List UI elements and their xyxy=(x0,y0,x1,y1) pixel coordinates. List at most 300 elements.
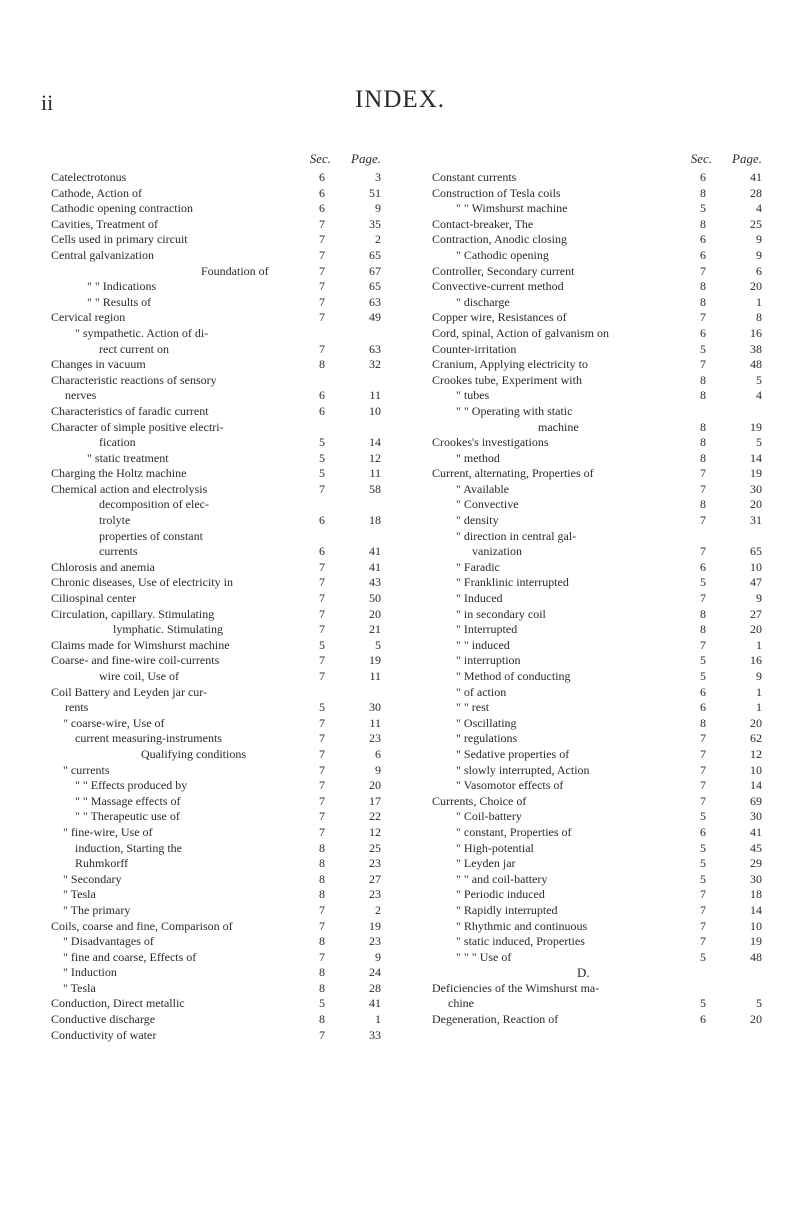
entry-page: 47 xyxy=(750,575,762,590)
entry-section: 8 xyxy=(319,934,325,949)
index-entry xyxy=(51,451,381,467)
entry-section: 7 xyxy=(319,247,325,262)
entry-page: 30 xyxy=(369,700,381,715)
entry-text: lymphatic. Stimulating xyxy=(113,622,223,637)
entry-section: 8 xyxy=(700,497,706,512)
index-entry xyxy=(51,310,381,326)
entry-text: " Tesla xyxy=(63,980,96,995)
entry-page: 62 xyxy=(750,731,762,746)
entry-section: 7 xyxy=(700,746,706,761)
section-header: Sec. xyxy=(690,151,712,166)
entry-section: 5 xyxy=(700,949,706,964)
entry-section: 7 xyxy=(319,341,325,356)
entry-section: 7 xyxy=(319,559,325,574)
entry-page: 32 xyxy=(369,357,381,372)
entry-section: 7 xyxy=(319,762,325,777)
entry-text: " discharge xyxy=(456,294,510,309)
entry-text: " " induced xyxy=(456,637,510,652)
entry-section: 8 xyxy=(319,871,325,886)
index-entry xyxy=(51,934,381,950)
entry-section: 5 xyxy=(700,871,706,886)
entry-text: " static treatment xyxy=(87,450,169,465)
entry-page: 63 xyxy=(369,341,381,356)
entry-text: Cavities, Treatment of xyxy=(51,216,158,231)
entry-text: nerves xyxy=(65,388,97,403)
index-entry xyxy=(432,809,762,825)
entry-page: 20 xyxy=(369,606,381,621)
entry-page: 12 xyxy=(369,450,381,465)
entry-page: 20 xyxy=(369,778,381,793)
index-entry xyxy=(432,232,762,248)
entry-text: " tubes xyxy=(456,388,490,403)
entry-section: 8 xyxy=(700,450,706,465)
entry-text: " Franklinic interrupted xyxy=(456,575,569,590)
index-entry xyxy=(51,903,381,919)
entry-page: 24 xyxy=(369,965,381,980)
entry-section: 8 xyxy=(700,622,706,637)
entry-section: 7 xyxy=(319,669,325,683)
entry-page: 9 xyxy=(756,591,762,606)
entry-page: 43 xyxy=(369,575,381,590)
entry-text: " Leyden jar xyxy=(456,856,516,871)
entry-text: " High-potential xyxy=(456,840,534,855)
entry-text: " Secondary xyxy=(63,871,122,886)
entry-text: " Rapidly interrupted xyxy=(456,902,558,917)
index-entry xyxy=(51,1012,381,1028)
index-entry xyxy=(51,232,381,248)
entry-text: Cathode, Action of xyxy=(51,185,142,200)
index-entry xyxy=(432,622,762,638)
entry-section: 5 xyxy=(700,341,706,356)
entry-page: 28 xyxy=(750,185,762,200)
entry-text: Chronic diseases, Use of electricity in xyxy=(51,575,233,590)
entry-section: 6 xyxy=(319,388,325,403)
entry-text: Coarse- and fine-wire coil-currents xyxy=(51,653,220,668)
index-entry xyxy=(432,950,762,966)
entry-section: 7 xyxy=(319,263,325,278)
entry-section: 7 xyxy=(319,746,325,761)
entry-text: Contraction, Anodic closing xyxy=(432,232,567,247)
entry-text: " Convective xyxy=(456,497,519,512)
entry-text: " " " Use of xyxy=(456,949,512,964)
index-entry xyxy=(51,248,381,264)
index-entry xyxy=(432,186,762,202)
index-entry xyxy=(51,794,381,810)
index-entry xyxy=(51,170,381,186)
index-entry xyxy=(51,981,381,997)
entry-section: 7 xyxy=(700,466,706,481)
entry-text: " Faradic xyxy=(456,559,500,574)
index-entry xyxy=(432,201,762,217)
entry-text: current measuring-instruments xyxy=(75,731,222,746)
entry-page: 20 xyxy=(750,279,762,294)
entry-text: " slowly interrupted, Action xyxy=(456,762,590,777)
entry-text: Deficiencies of the Wimshurst ma- xyxy=(432,980,600,995)
index-entry xyxy=(432,887,762,903)
index-entry xyxy=(51,763,381,779)
index-entry xyxy=(432,669,762,685)
index-entry xyxy=(432,872,762,888)
entry-page: 41 xyxy=(369,559,381,574)
index-entry xyxy=(51,529,381,545)
index-entry xyxy=(51,420,381,436)
entry-text: " constant, Properties of xyxy=(456,824,572,839)
entry-text: rents xyxy=(65,700,89,715)
index-entry xyxy=(51,872,381,888)
entry-text: " " Therapeutic use of xyxy=(75,809,180,824)
index-entry xyxy=(432,388,762,404)
entry-text: Character of simple positive electri- xyxy=(51,419,224,434)
entry-page: 14 xyxy=(750,450,762,465)
entry-page: 23 xyxy=(369,731,381,746)
entry-page: 19 xyxy=(750,466,762,481)
entry-page: 51 xyxy=(369,185,381,200)
entry-section: 7 xyxy=(319,793,325,808)
entry-text: " Vasomotor effects of xyxy=(456,778,564,793)
entry-text: " coarse-wire, Use of xyxy=(63,715,165,730)
entry-text: " " rest xyxy=(456,700,490,715)
entry-page: 6 xyxy=(756,263,762,278)
entry-section: 6 xyxy=(319,544,325,559)
entry-section: 8 xyxy=(700,388,706,403)
entry-text: " Coil-battery xyxy=(456,809,522,824)
index-entry xyxy=(432,373,762,389)
entry-section: 7 xyxy=(700,637,706,652)
entry-section: 8 xyxy=(319,1012,325,1027)
index-entry xyxy=(51,513,381,529)
entry-page: 22 xyxy=(369,809,381,824)
index-entry xyxy=(432,763,762,779)
entry-page: 4 xyxy=(756,201,762,216)
index-entry xyxy=(432,794,762,810)
entry-page: 48 xyxy=(750,949,762,964)
index-entry xyxy=(51,841,381,857)
entry-page: 11 xyxy=(369,466,381,481)
entry-page: 19 xyxy=(750,934,762,949)
entry-section: 7 xyxy=(700,731,706,746)
entry-text: Foundation of xyxy=(201,263,269,278)
index-entry xyxy=(51,342,381,358)
entry-section: 8 xyxy=(700,606,706,621)
index-entry xyxy=(51,607,381,623)
entry-page: 27 xyxy=(369,871,381,886)
entry-text: " static induced, Properties xyxy=(456,934,585,949)
index-entry xyxy=(432,466,762,482)
entry-section: 5 xyxy=(319,700,325,715)
index-entry xyxy=(51,825,381,841)
entry-page: 10 xyxy=(750,559,762,574)
entry-section: 5 xyxy=(319,435,325,450)
entry-page: 21 xyxy=(369,622,381,637)
index-entry xyxy=(432,919,762,935)
entry-page: 20 xyxy=(750,1012,762,1027)
entry-text: Central galvanization xyxy=(51,247,154,262)
entry-section: 7 xyxy=(319,715,325,730)
entry-text: vanization xyxy=(472,544,522,559)
index-entry xyxy=(432,248,762,264)
index-entry xyxy=(432,310,762,326)
entry-text: " fine and coarse, Effects of xyxy=(63,949,197,964)
index-entry xyxy=(432,451,762,467)
entry-section: 5 xyxy=(700,669,706,683)
entry-section: 6 xyxy=(319,170,325,184)
entry-page: 10 xyxy=(750,918,762,933)
entry-text: Chlorosis and anemia xyxy=(51,559,155,574)
index-entry xyxy=(432,420,762,436)
index-entry xyxy=(51,373,381,389)
index-entry xyxy=(51,716,381,732)
entry-page: 2 xyxy=(375,232,381,247)
entry-page: 2 xyxy=(375,902,381,917)
entry-text: " density xyxy=(456,513,499,528)
entry-section: 7 xyxy=(319,294,325,309)
entry-page: 30 xyxy=(750,809,762,824)
entry-page: 5 xyxy=(756,435,762,450)
entry-page: 1 xyxy=(375,1012,381,1027)
entry-page: 25 xyxy=(750,216,762,231)
entry-page: 5 xyxy=(756,996,762,1011)
entry-section: 8 xyxy=(700,216,706,231)
entry-text: Charging the Holtz machine xyxy=(51,466,187,481)
entry-section: 7 xyxy=(319,949,325,964)
index-entry xyxy=(432,575,762,591)
entry-page: 17 xyxy=(369,793,381,808)
entry-page: 11 xyxy=(369,388,381,403)
entry-section: 6 xyxy=(700,1012,706,1027)
index-entry xyxy=(51,217,381,233)
entry-text: " Induction xyxy=(63,965,117,980)
entry-text: " " Operating with static xyxy=(456,403,573,418)
index-entry xyxy=(51,622,381,638)
entry-page: 1 xyxy=(756,700,762,715)
entry-text: Catelectrotonus xyxy=(51,170,127,184)
index-entry xyxy=(432,435,762,451)
index-entry xyxy=(51,497,381,513)
entry-text: " direction in central gal- xyxy=(456,528,577,543)
entry-text: Coil Battery and Leyden jar cur- xyxy=(51,684,208,699)
index-entry xyxy=(432,825,762,841)
entry-page: 69 xyxy=(750,793,762,808)
entry-text: Changes in vacuum xyxy=(51,357,146,372)
index-entry xyxy=(432,279,762,295)
entry-text: Constant currents xyxy=(432,170,517,184)
entry-section: 6 xyxy=(700,247,706,262)
entry-section: 7 xyxy=(700,513,706,528)
entry-page: 19 xyxy=(750,419,762,434)
entry-text: D. xyxy=(577,965,590,981)
index-entry xyxy=(432,342,762,358)
index-entry xyxy=(432,482,762,498)
entry-page: 63 xyxy=(369,294,381,309)
page-number: ii xyxy=(41,90,54,115)
entry-page: 18 xyxy=(750,887,762,902)
entry-section: 7 xyxy=(319,1027,325,1042)
entry-page: 48 xyxy=(750,357,762,372)
entry-page: 10 xyxy=(369,403,381,418)
index-entry xyxy=(51,669,381,685)
entry-page: 20 xyxy=(750,497,762,512)
entry-page: 20 xyxy=(750,622,762,637)
index-entry xyxy=(51,887,381,903)
entry-page: 25 xyxy=(369,840,381,855)
entry-text: " " Massage effects of xyxy=(75,793,181,808)
section-header: Sec. xyxy=(309,151,331,166)
entry-section: 8 xyxy=(319,856,325,871)
entry-text: Cells used in primary circuit xyxy=(51,232,188,247)
section-letter xyxy=(432,965,762,981)
entry-section: 8 xyxy=(700,419,706,434)
entry-page: 9 xyxy=(756,232,762,247)
entry-text: Cord, spinal, Action of galvanism on xyxy=(432,325,609,340)
index-entry xyxy=(51,388,381,404)
index-entry xyxy=(51,560,381,576)
entry-page: 45 xyxy=(750,840,762,855)
entry-text: " Interrupted xyxy=(456,622,518,637)
index-entry xyxy=(432,217,762,233)
entry-section: 6 xyxy=(319,185,325,200)
entry-page: 10 xyxy=(750,762,762,777)
entry-section: 8 xyxy=(319,840,325,855)
entry-section: 8 xyxy=(319,357,325,372)
index-entry xyxy=(51,653,381,669)
index-entries-left xyxy=(51,170,381,1043)
entry-page: 1 xyxy=(756,637,762,652)
entry-page: 14 xyxy=(750,778,762,793)
entry-section: 7 xyxy=(319,575,325,590)
index-entry xyxy=(51,201,381,217)
entry-page: 41 xyxy=(750,170,762,184)
index-entry xyxy=(51,809,381,825)
entry-section: 6 xyxy=(319,513,325,528)
entry-text: Cervical region xyxy=(51,310,126,325)
entry-section: 8 xyxy=(700,435,706,450)
entry-text: Coils, coarse and fine, Comparison of xyxy=(51,918,233,933)
page-header: Page. xyxy=(732,151,762,166)
entry-page: 20 xyxy=(750,715,762,730)
page-title: INDEX. xyxy=(354,86,445,113)
entry-page: 9 xyxy=(375,949,381,964)
index-entry xyxy=(432,544,762,560)
entry-page: 11 xyxy=(369,715,381,730)
entry-text: " Disadvantages of xyxy=(63,934,154,949)
entry-text: " " Wimshurst machine xyxy=(456,201,568,216)
entry-section: 7 xyxy=(700,762,706,777)
entry-page: 19 xyxy=(369,653,381,668)
entry-text: " " Indications xyxy=(87,279,157,294)
entry-section: 6 xyxy=(700,170,706,184)
entry-text: " Sedative properties of xyxy=(456,746,570,761)
entry-section: 7 xyxy=(319,653,325,668)
entry-page: 1 xyxy=(756,684,762,699)
entry-page: 29 xyxy=(750,856,762,871)
entry-page: 28 xyxy=(369,980,381,995)
index-entry xyxy=(51,357,381,373)
index-entry xyxy=(51,731,381,747)
entry-section: 7 xyxy=(700,934,706,949)
entry-text: Copper wire, Resistances of xyxy=(432,310,567,325)
index-entry xyxy=(432,529,762,545)
index-entry xyxy=(51,1028,381,1044)
entry-section: 6 xyxy=(700,559,706,574)
entry-text: Controller, Secondary current xyxy=(432,263,575,278)
index-column-left xyxy=(51,151,381,1043)
index-entry xyxy=(51,404,381,420)
entry-text: " Oscillating xyxy=(456,715,517,730)
index-entry xyxy=(51,544,381,560)
entry-page: 14 xyxy=(369,435,381,450)
index-entry xyxy=(51,591,381,607)
entry-text: trolyte xyxy=(99,513,131,528)
entry-page: 33 xyxy=(369,1027,381,1042)
entry-section: 7 xyxy=(700,591,706,606)
entry-text: Construction of Tesla coils xyxy=(432,185,561,200)
entry-text: " Available xyxy=(456,481,509,496)
entry-section: 8 xyxy=(319,887,325,902)
entry-text: " Periodic induced xyxy=(456,887,545,902)
page-header: Page. xyxy=(351,151,381,166)
entry-page: 65 xyxy=(750,544,762,559)
index-entry xyxy=(432,607,762,623)
index-entry xyxy=(432,404,762,420)
entry-section: 8 xyxy=(700,294,706,309)
entry-page: 3 xyxy=(375,170,381,184)
entry-section: 5 xyxy=(319,996,325,1011)
entry-page: 16 xyxy=(750,653,762,668)
index-entry xyxy=(432,560,762,576)
entry-text: " The primary xyxy=(63,902,131,917)
entry-text: Characteristics of faradic current xyxy=(51,403,209,418)
index-entry xyxy=(432,638,762,654)
entry-page: 41 xyxy=(750,824,762,839)
index-entry xyxy=(432,747,762,763)
entry-text: Cranium, Applying electricity to xyxy=(432,357,588,372)
entry-section: 6 xyxy=(700,325,706,340)
entry-text: " " Effects produced by xyxy=(75,778,188,793)
entry-section: 7 xyxy=(319,918,325,933)
index-entry xyxy=(51,186,381,202)
index-entry xyxy=(51,996,381,1012)
entry-page: 49 xyxy=(369,310,381,325)
entry-text: " " and coil-battery xyxy=(456,871,548,886)
entry-text: Characteristic reactions of sensory xyxy=(51,372,217,387)
entry-section: 7 xyxy=(319,216,325,231)
entry-section: 7 xyxy=(319,902,325,917)
index-entry xyxy=(51,919,381,935)
index-entry xyxy=(432,295,762,311)
index-entry xyxy=(432,685,762,701)
entry-text: Qualifying conditions xyxy=(141,746,246,761)
entry-text: " Induced xyxy=(456,591,503,606)
entry-section: 7 xyxy=(319,481,325,496)
entry-text: currents xyxy=(99,544,138,559)
entry-text: rect current on xyxy=(99,341,169,356)
entry-section: 7 xyxy=(319,279,325,294)
entry-text: properties of constant xyxy=(99,528,203,543)
entry-page: 5 xyxy=(375,637,381,652)
entry-text: " Tesla xyxy=(63,887,96,902)
index-entry xyxy=(51,295,381,311)
entry-text: Convective-current method xyxy=(432,279,564,294)
entry-text: " method xyxy=(456,450,500,465)
entry-page: 23 xyxy=(369,934,381,949)
entry-section: 8 xyxy=(319,965,325,980)
index-column-right xyxy=(432,151,762,1028)
index-entry xyxy=(432,326,762,342)
entry-page: 38 xyxy=(750,341,762,356)
entry-text: " Method of conducting xyxy=(456,669,571,683)
entry-text: Claims made for Wimshurst machine xyxy=(51,637,230,652)
entry-section: 7 xyxy=(319,232,325,247)
